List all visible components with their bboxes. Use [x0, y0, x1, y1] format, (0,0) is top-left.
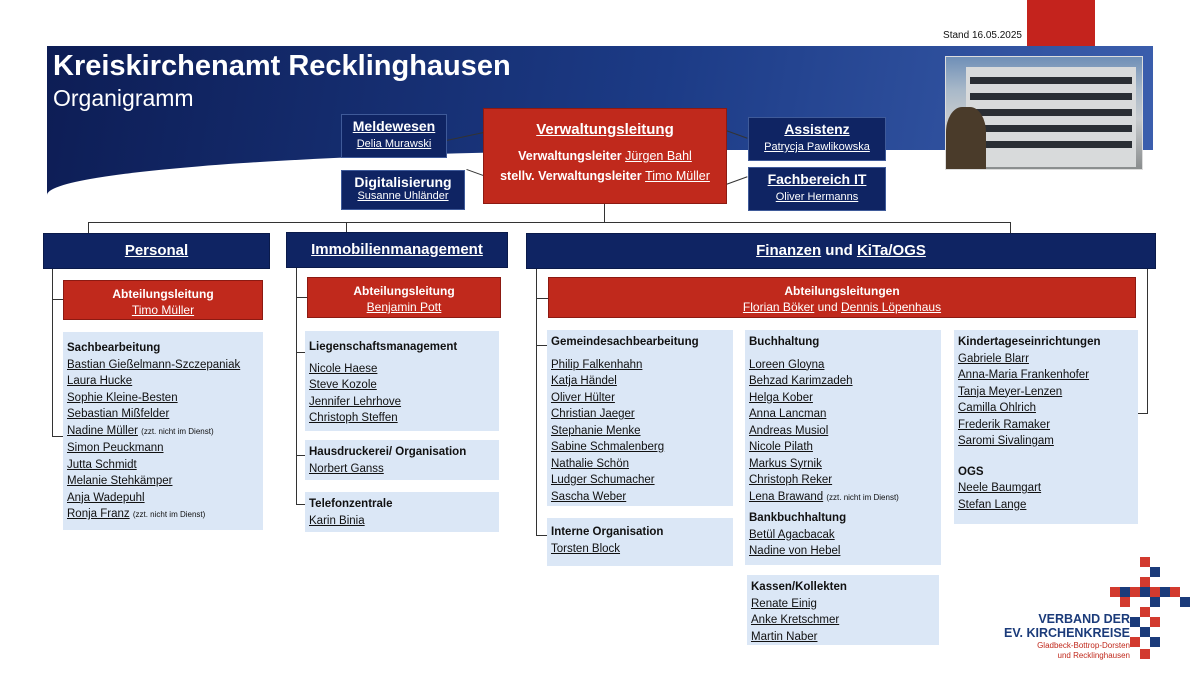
dept-kita-label: KiTa/OGS	[856, 242, 926, 259]
list-item[interactable]: Ludger Schumacher	[551, 474, 655, 486]
list-item[interactable]: Lena Brawand	[749, 490, 824, 503]
digitalisierung-title: Digitalisierung	[354, 174, 452, 190]
list-item[interactable]: Anja Wadepuhl	[67, 491, 145, 504]
dept-finanzen-label: Finanzen	[756, 242, 822, 259]
list-item[interactable]: Karin Binia	[309, 514, 365, 527]
list-item[interactable]: Stephanie Menke	[551, 424, 641, 437]
kita-title: Kindertageseinrichtungen	[958, 336, 1101, 348]
list-item[interactable]: Christian Jaeger	[551, 408, 635, 420]
dept-immobilien[interactable]	[286, 232, 508, 268]
connector	[296, 268, 297, 504]
buchhaltung-list	[745, 330, 941, 565]
list-item[interactable]: Sebastian Mißfelder	[67, 408, 170, 420]
bank-title: Bankbuchhaltung	[749, 512, 847, 524]
list-item[interactable]: Anna-Maria Frankenhofer	[958, 369, 1090, 381]
meldewesen-title: Meldewesen	[352, 118, 436, 134]
connector	[536, 269, 537, 535]
list-item[interactable]: Katja Händel	[551, 375, 617, 387]
druckerei-list	[305, 440, 499, 480]
list-item[interactable]: Camilla Ohlrich	[958, 402, 1036, 414]
personal-list	[63, 332, 263, 530]
dept-finanzen-and: und	[821, 242, 857, 259]
digitalisierung-person[interactable]: Susanne Uhländer	[357, 190, 449, 202]
list-item[interactable]: Stefan Lange	[958, 498, 1027, 511]
personal-lead-name[interactable]: Timo Müller	[131, 303, 195, 317]
list-item[interactable]: Loreen Gloyna	[749, 358, 825, 371]
list-item[interactable]: Renate Einig	[751, 597, 817, 610]
absence-note: (zzt. nicht im Dienst)	[826, 492, 899, 502]
personal-lead-title: Abteilungsleitung	[112, 287, 214, 301]
list-item[interactable]: Nadine von Hebel	[749, 545, 841, 557]
verwaltungsleiter-line	[484, 149, 726, 163]
connector	[88, 222, 1010, 223]
logo-line2: EV. KIRCHENKREISE	[1004, 626, 1130, 640]
verwaltungsleiter-name[interactable]: Jürgen Bahl	[625, 149, 692, 163]
list-item[interactable]: Bastian Gießelmann-Szczepaniak	[67, 358, 241, 371]
immobilien-lead-box[interactable]	[307, 277, 501, 318]
intern-title: Interne Organisation	[551, 526, 664, 538]
list-item[interactable]: Christoph Steffen	[309, 412, 398, 424]
list-item[interactable]: Steve Kozole	[309, 379, 377, 391]
list-item[interactable]: Nadine Müller	[67, 424, 138, 437]
list-item[interactable]: Markus Syrnik	[749, 457, 822, 470]
absence-note: (zzt. nicht im Dienst)	[141, 426, 214, 436]
dept-personal[interactable]	[43, 233, 270, 269]
list-item[interactable]: Philip Falkenhahn	[551, 358, 643, 371]
dept-personal-label: Personal	[124, 242, 189, 259]
verwaltungsleiter-label: Verwaltungsleiter	[518, 149, 626, 163]
page-subtitle: Organigramm	[53, 85, 194, 111]
list-item[interactable]: Jennifer Lehrhove	[309, 395, 402, 408]
list-item[interactable]: Jutta Schmidt	[67, 458, 137, 471]
connector	[52, 299, 63, 300]
kita-list	[954, 330, 1138, 524]
stellv-name[interactable]: Timo Müller	[645, 169, 710, 183]
logo-line4: und Recklinghausen	[1057, 651, 1130, 660]
list-item[interactable]: Anke Kretschmer	[751, 614, 840, 626]
list-item[interactable]: Oliver Hülter	[551, 391, 615, 404]
connector	[52, 269, 53, 437]
list-item[interactable]: Ronja Franz	[67, 508, 130, 520]
buchhaltung-title: Buchhaltung	[749, 336, 820, 348]
verwaltungsleitung-box[interactable]	[483, 108, 727, 204]
gemeinde-title: Gemeindesachbearbeitung	[551, 336, 699, 348]
liegenschaft-title: Liegenschaftsmanagement	[309, 341, 458, 353]
meldewesen-box[interactable]	[341, 114, 447, 158]
connector	[604, 204, 605, 222]
list-item[interactable]: Betül Agacbacak	[749, 528, 835, 541]
assistenz-title: Assistenz	[784, 121, 850, 137]
ogs-title: OGS	[958, 465, 984, 478]
list-item-row	[749, 489, 941, 507]
digitalisierung-box[interactable]	[341, 170, 465, 210]
connector	[296, 297, 307, 298]
list-item[interactable]: Nathalie Schön	[551, 457, 629, 470]
liegenschaft-list	[305, 331, 499, 431]
kassen-title: Kassen/Kollekten	[751, 581, 847, 593]
page-title: Kreiskirchenamt Recklinghausen	[53, 50, 511, 82]
druckerei-title: Hausdruckerei/ Organisation	[309, 446, 467, 458]
logo-subtext	[1000, 641, 1130, 661]
finanzen-lead-names	[549, 300, 1135, 314]
list-item[interactable]: Christoph Reker	[749, 474, 833, 486]
assistenz-person[interactable]: Patrycja Pawlikowska	[764, 141, 870, 153]
stellv-line	[484, 169, 726, 183]
list-item[interactable]: Nicole Pilath	[749, 441, 813, 453]
finanzen-lead-b[interactable]: Dennis Löpenhaus	[841, 300, 942, 314]
list-item[interactable]: Sophie Kleine-Besten	[67, 391, 178, 404]
list-item[interactable]: Neele Baumgart	[958, 482, 1042, 494]
finanzen-lead-and: und	[814, 300, 841, 314]
list-item[interactable]: Melanie Stehkämper	[67, 475, 173, 487]
list-item[interactable]: Sascha Weber	[551, 490, 627, 503]
immobilien-lead-title: Abteilungsleitung	[353, 284, 455, 298]
list-item[interactable]: Simon Peuckmann	[67, 442, 164, 454]
list-item[interactable]: Helga Kober	[749, 391, 813, 404]
telefon-list	[305, 492, 499, 532]
finanzen-lead-title: Abteilungsleitungen	[784, 284, 900, 298]
connector	[1137, 413, 1148, 414]
date-stamp: Stand 16.05.2025	[943, 30, 1022, 41]
connector	[536, 298, 548, 299]
building-photo	[945, 56, 1143, 170]
personal-section-title: Sachbearbeitung	[67, 342, 161, 354]
list-item[interactable]: Martin Naber	[751, 630, 818, 643]
assistenz-box[interactable]	[748, 117, 886, 161]
finanzen-lead-a[interactable]: Florian Böker	[742, 300, 815, 314]
kassen-list	[747, 575, 939, 645]
it-title: Fachbereich IT	[767, 171, 867, 187]
immobilien-lead-name[interactable]: Benjamin Pott	[366, 300, 442, 314]
list-item[interactable]: Andreas Musiol	[749, 424, 829, 437]
finanzen-lead-box[interactable]	[548, 277, 1136, 318]
intern-list	[547, 518, 733, 566]
list-item-row	[67, 423, 263, 441]
stellv-label: stellv. Verwaltungsleiter	[500, 169, 646, 183]
list-item[interactable]: Tanja Meyer-Lenzen	[958, 385, 1063, 398]
list-item[interactable]: Nicole Haese	[309, 362, 378, 375]
meldewesen-person[interactable]: Delia Murawski	[356, 138, 432, 150]
absence-note: (zzt. nicht im Dienst)	[132, 510, 206, 519]
list-item[interactable]: Torsten Block	[551, 542, 621, 555]
logo-line3: Gladbeck-Bottrop-Dorsten	[1037, 641, 1130, 650]
list-item[interactable]: Anna Lancman	[749, 408, 827, 420]
list-item[interactable]: Saromi Sivalingam	[958, 435, 1054, 447]
gemeinde-list	[547, 330, 733, 506]
logo-line1: VERBAND DER	[1038, 612, 1130, 626]
telefon-title: Telefonzentrale	[309, 498, 393, 510]
it-person[interactable]: Oliver Hermanns	[775, 191, 859, 203]
dept-immobilien-label: Immobilienmanagement	[311, 241, 483, 258]
verwaltungsleitung-title: Verwaltungsleitung	[536, 121, 674, 138]
it-box[interactable]	[748, 167, 886, 211]
personal-lead-box[interactable]	[63, 280, 263, 320]
list-item[interactable]: Frederik Ramaker	[958, 418, 1051, 431]
list-item[interactable]: Laura Hucke	[67, 375, 133, 387]
list-item-row	[67, 506, 263, 524]
list-item[interactable]: Gabriele Blarr	[958, 352, 1029, 365]
logo-text	[1000, 612, 1130, 640]
connector	[1147, 269, 1148, 413]
list-item[interactable]: Behzad Karimzadeh	[749, 375, 853, 387]
dept-finanzen[interactable]	[526, 233, 1156, 269]
list-item[interactable]: Norbert Ganss	[309, 462, 384, 475]
list-item[interactable]: Sabine Schmalenberg	[551, 441, 665, 453]
